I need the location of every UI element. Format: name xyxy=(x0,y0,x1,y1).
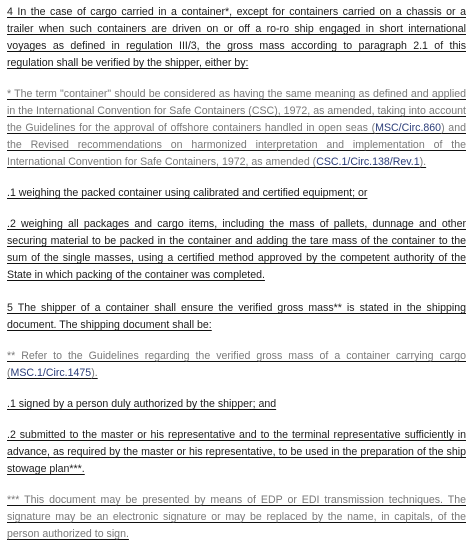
paragraph-4 xyxy=(7,4,466,72)
item-5-1 xyxy=(7,396,466,413)
footnote3-text: *** This document may be presented by means of EDP or EDI transmission techniques. The signature may be an electronic signature or may be replaced by the name, in capitals, of the person authorized to sign. xyxy=(7,494,466,540)
reference-link-msc1-circ-1475[interactable]: MSC.1/Circ.1475 xyxy=(10,367,92,379)
item-4-2-text: .2 weighing all packages and cargo items, including the mass of pallets, dunnage and other securing material to be packed in the container and adding the tare mass of the container to the sum of the single masses, using a certified method approved by the competent authority of the State in which packing of the container was completed. xyxy=(7,218,466,281)
item-4-2 xyxy=(7,216,466,284)
footnote2-text-end: ). xyxy=(91,367,98,379)
footnote-container-definition xyxy=(7,86,466,171)
footnote-text-mid: ) and the Revised recommendations on harmonized interpretation and implementation of the International Convention for Safe Containers, 1972, as amended ( xyxy=(7,122,466,168)
item-4-1-text: .1 weighing the packed container using calibrated and certified equipment; or xyxy=(7,187,368,199)
item-5-2 xyxy=(7,427,466,478)
item-4-1 xyxy=(7,185,466,202)
item-5-2-text: .2 submitted to the master or his representative and to the terminal representative sufficiently in advance, as required by the master or his representative, to be used in the preparation of the ship stowage plan***. xyxy=(7,429,466,475)
footnote-vgm-guidelines xyxy=(7,348,466,382)
paragraph-5 xyxy=(7,300,466,334)
footnote-edp-edi xyxy=(7,492,466,543)
paragraph-4-text: 4 In the case of cargo carried in a container*, except for containers carried on a chassis or a trailer when such containers are driven on or off a ro-ro ship engaged in short international voyages as defined in regulation III/3, the gross mass according to paragraph 2.1 of this regulation shall be verified by the shipper, either by: xyxy=(7,6,466,69)
reference-link-csc-circ-138[interactable]: CSC.1/Circ.138/Rev.1 xyxy=(316,156,420,168)
reference-link-msc-circ-860[interactable]: MSC/Circ.860 xyxy=(375,122,442,134)
item-5-1-text: .1 signed by a person duly authorized by the shipper; and xyxy=(7,398,277,410)
footnote-text-end: ). xyxy=(419,156,427,168)
paragraph-5-text: 5 The shipper of a container shall ensure the verified gross mass** is stated in the shipping document. The shipping document shall be: xyxy=(7,302,466,331)
footnote-text: * The term "container" should be considered as having the same meaning as defined and applied in the International Convention for Safe Containers (CSC), 1972, as amended, taking into account the Guidelines for the approval of offshore containers handled in open seas ( xyxy=(7,88,466,134)
footnote2-text: ** Refer to the Guidelines regarding the verified gross mass of a container carrying cargo ( xyxy=(7,350,466,379)
